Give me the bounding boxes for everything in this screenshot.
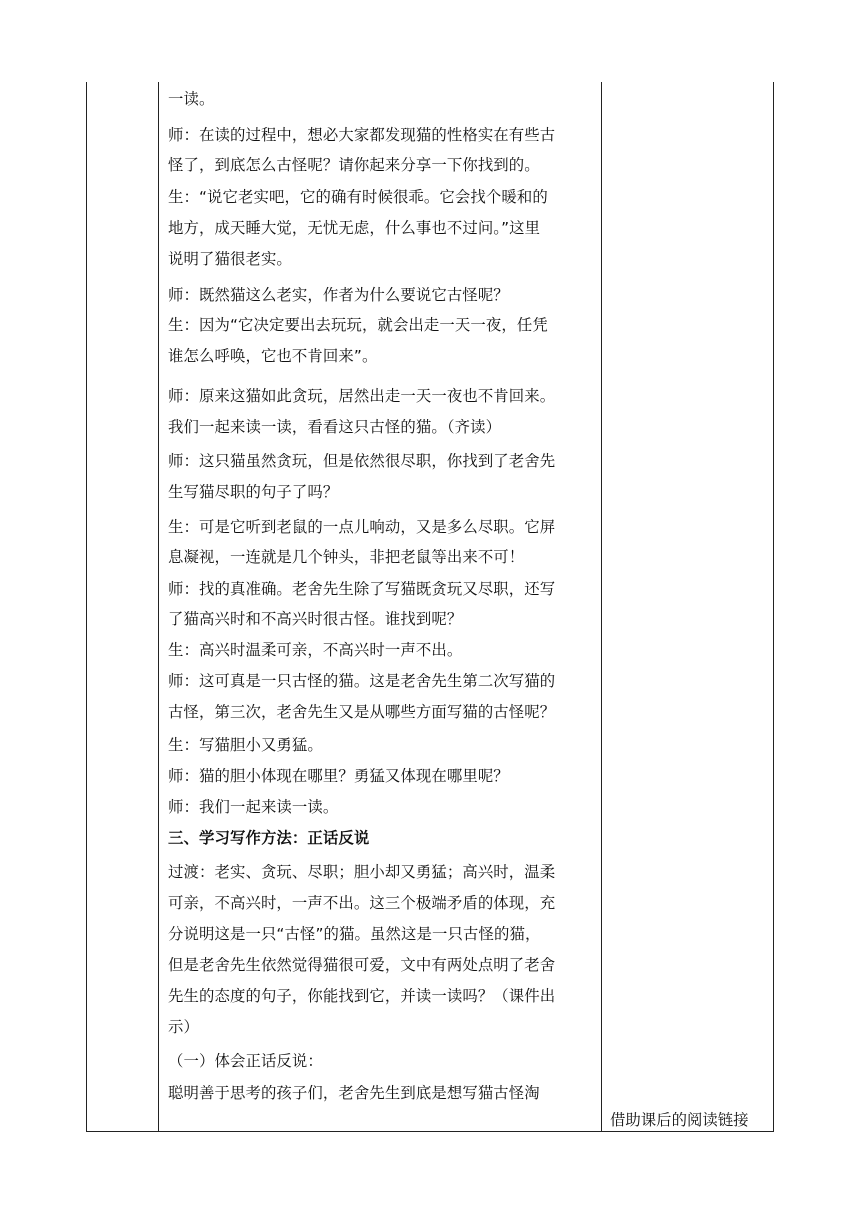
text-line: 怪了，到底怎么古怪呢？请你起来分享一下你找到的。 [168, 156, 540, 174]
text-line: 生：高兴时温柔可亲，不高兴时一声不出。 [168, 641, 463, 659]
text-line: 生写猫尽职的句子了吗？ [168, 483, 339, 501]
table-left-border [86, 82, 87, 1132]
text-line: 示） [168, 1018, 199, 1036]
table-bottom-border [86, 1131, 774, 1132]
text-line: 聪明善于思考的孩子们，老舍先生到底是想写猫古怪淘 [168, 1084, 540, 1102]
text-line: 分说明这是一只“古怪”的猫。虽然这是一只古怪的猫， [168, 925, 541, 943]
text-line: 师：原来这猫如此贪玩，居然出走一天一夜也不肯回来。 [168, 387, 556, 405]
text-line: 师：在读的过程中，想必大家都发现猫的性格实在有些古 [168, 126, 556, 144]
text-line: 谁怎么呼唤，它也不肯回来”。 [168, 347, 378, 365]
text-line: 古怪，第三次，老舍先生又是从哪些方面写猫的古怪呢？ [168, 703, 556, 721]
text-line: 地方，成天睡大觉，无忧无虑，什么事也不过问。”这里 [168, 219, 541, 237]
design-intent-note: 借助课后的阅读链接 [610, 1111, 749, 1129]
text-line: 我们一起来读一读，看看这只古怪的猫。（齐读） [168, 418, 502, 436]
text-line: 说明了猫很老实。 [168, 250, 292, 268]
text-line: 生：因为“它决定要出去玩玩，就会出走一天一夜，任凭 [168, 316, 548, 334]
text-line: 师：这只猫虽然贪玩，但是依然很尽职，你找到了老舍先 [168, 452, 556, 470]
text-line: 生：可是它听到老鼠的一点儿响动，又是多么尽职。它屏 [168, 518, 556, 536]
table-right-border [773, 82, 774, 1132]
section-heading: 三、学习写作方法：正话反说 [168, 829, 370, 847]
text-line: 一读。 [168, 90, 215, 108]
table-column-divider-1 [158, 82, 159, 1132]
text-line: 可亲，不高兴时，一声不出。这三个极端矛盾的体现，充 [168, 894, 556, 912]
table-column-divider-2 [601, 82, 602, 1132]
text-line: 师：这可真是一只古怪的猫。这是老舍先生第二次写猫的 [168, 672, 556, 690]
text-line: 师：我们一起来读一读。 [168, 798, 339, 816]
text-line: 过渡：老实、贪玩、尽职；胆小却又勇猛；高兴时，温柔 [168, 863, 556, 881]
text-line: （一）体会正话反说： [168, 1052, 323, 1070]
text-line: 了猫高兴时和不高兴时很古怪。谁找到呢？ [168, 610, 463, 628]
text-line: 生：“说它老实吧，它的确有时候很乖。它会找个暖和的 [168, 188, 548, 206]
text-line: 但是老舍先生依然觉得猫很可爱，文中有两处点明了老舍 [168, 956, 556, 974]
text-line: 师：猫的胆小体现在哪里？勇猛又体现在哪里呢？ [168, 767, 509, 785]
text-line: 息凝视，一连就是几个钟头，非把老鼠等出来不可！ [168, 548, 525, 566]
text-line: 师：既然猫这么老实，作者为什么要说它古怪呢？ [168, 286, 509, 304]
text-line: 生：写猫胆小又勇猛。 [168, 736, 323, 754]
text-line: 先生的态度的句子，你能找到它，并读一读吗？（课件出 [168, 987, 556, 1005]
text-line: 师：找的真准确。老舍先生除了写猫既贪玩又尽职，还写 [168, 580, 556, 598]
